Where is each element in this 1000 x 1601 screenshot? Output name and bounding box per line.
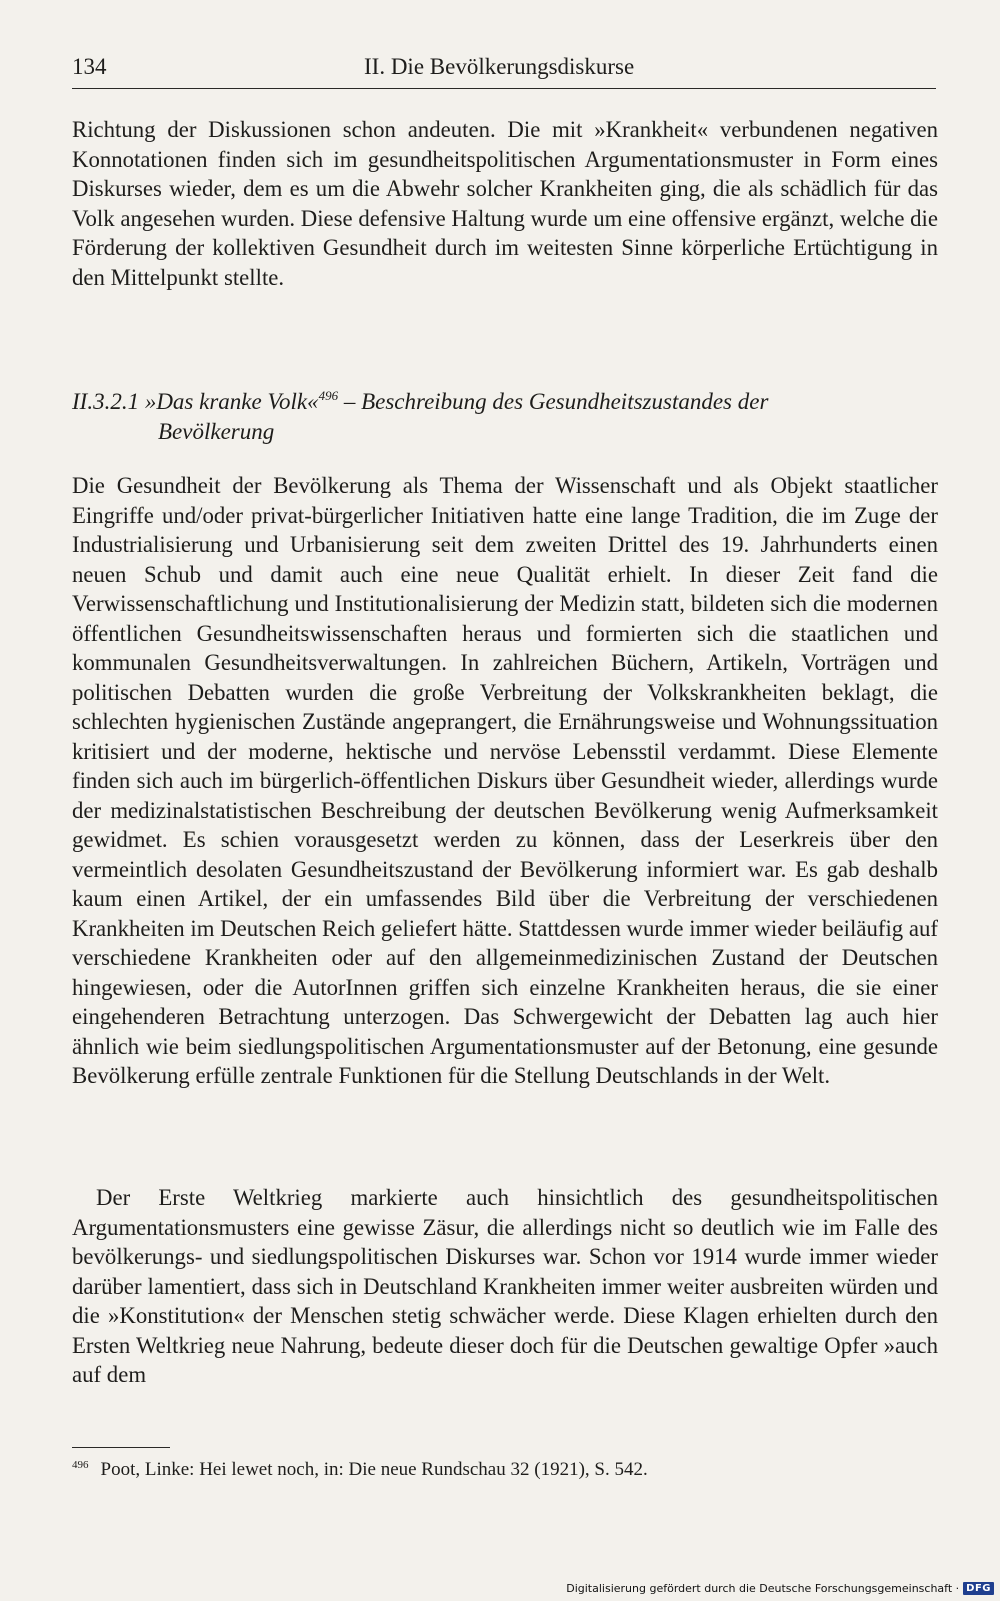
footnote-reference[interactable]: 496 — [318, 388, 339, 403]
section-heading-line-1 — [72, 381, 938, 417]
running-head: II. Die Bevölkerungsdiskurse — [364, 54, 635, 79]
paragraph: Der Erste Weltkrieg markierte auch hinsichtlich des gesundheitspolitischen Argumentationsmusters eine gewisse Zäsur, die allerdings nicht so deutlich wie im Falle des bevölkerungs- und siedlungspolitischen Diskurses war. Schon vor 1914 wurde immer wieder darüber lamentiert, dass sich in Deutschland Krankheiten immer weiter ausbreiten würden und die »Konstitution« der Menschen stetig schwächer werde. Diese Klagen erhielten durch den Ersten Weltkrieg neue Nahrung, bedeute dieser doch für die Deutschen gewaltige Opfer »auch auf dem — [72, 1185, 938, 1387]
section-heading — [72, 381, 938, 447]
digitization-notice — [566, 1579, 994, 1597]
footnote-text: Poot, Linke: Hei lewet noch, in: Die neue Rundschau 32 (1921), S. 542. — [100, 1459, 648, 1480]
digitization-notice-text: Digitalisierung gefördert durch die Deutsche Forschungsgemeinschaft · — [566, 1581, 960, 1595]
paragraph: Richtung der Diskussionen schon andeuten. Die mit »Krankheit« verbundenen negativen Konnotationen finden sich im gesundheitspolitischen Argumentationsmuster in Form eines Diskurses wieder, dem es um die Abwehr solcher Krankheiten ging, die als schädlich für das Volk angesehen wurden. Diese defensive Haltung wurde um eine offensive ergänzt, welche die Förderung der kollektiven Gesundheit durch im weitesten Sinne körperliche Ertüchtigung in den Mittelpunkt stellte. — [72, 117, 938, 290]
section-heading-subtitle: – Beschreibung des Gesundheitszustandes der — [338, 389, 769, 414]
page-number: 134 — [72, 54, 107, 79]
footnote-number: 496 — [72, 1459, 89, 1471]
section-heading-title: II.3.2.1 »Das kranke Volk« — [72, 389, 319, 414]
paragraph: Die Gesundheit der Bevölkerung als Thema der Wissenschaft und als Objekt staatlicher Eingriffe und/oder privat-bürgerlicher Initiativen hatte eine lange Tradition, die im Zuge der Industrialisierung und Urbanisierung seit dem zweiten Drittel des 19. Jahrhunderts einen neuen Schub und damit auch eine neue Qualität erhielt. In dieser Zeit fand die Verwissenschaftlichung und Institutionalisierung der Medizin statt, bildeten sich die modernen öffentlichen Gesundheitswissenschaften heraus und formierten sich die staatlichen und kommunalen Gesundheitsverwaltungen. In zahlreichen Büchern, Artikeln, Vorträgen und politischen Debatten wurden die große Verbreitung der Volkskrankheiten beklagt, die schlechten hygienischen Zustände angeprangert, die Ernährungsweise und Wohnungssituation kritisiert und der moderne, hektische und nervöse Lebensstil verdammt. Diese Elemente finden sich auch im bürgerlich-öffentlichen Diskurs über Gesundheit wieder, allerdings wurde der medizinalstatistischen Beschreibung der deutschen Bevölkerung wenig Aufmerksamkeit gewidmet. Es schien vorausgesetzt werden zu können, dass der Leserkreis über den vermeintlich desolaten Gesundheitszustand der Bevölkerung informiert war. Es gab deshalb kaum einen Artikel, der ein umfassendes Bild über die Verbreitung der verschiedenen Krankheiten im Deutschen Reich geliefert hätte. Stattdessen wurde immer wieder beiläufig auf verschiedene Krankheiten oder auf den allgemeinmedizinischen Zustand der Deutschen hingewiesen, oder die AutorInnen griffen sich einzelne Krankheiten heraus, die sie einer eingehenderen Betrachtung unterzogen. Das Schwergewicht der Debatten lag auch hier ähnlich wie beim siedlungspolitischen Argumentationsmuster auf der Betonung, eine gesunde Bevölkerung erfülle zentrale Funktionen für die Stellung Deutschlands in der Welt. — [72, 473, 938, 1088]
dfg-logo: DFG — [963, 1582, 994, 1595]
section-heading-line-2: Bevölkerung — [158, 419, 275, 444]
footnote-divider — [72, 1447, 170, 1448]
page-header — [72, 50, 936, 89]
footnote — [72, 1453, 938, 1482]
